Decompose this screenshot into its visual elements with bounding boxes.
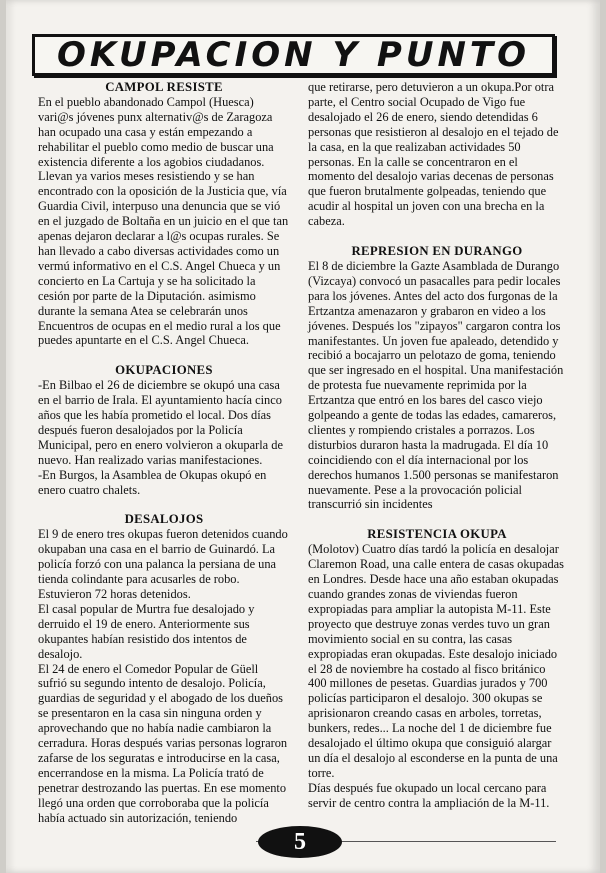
article-paragraph: En el pueblo abandonado Campol (Huesca) vari@s jóvenes punx alternativ@s de Zaragoza han ocupado una casa y están empezando a rehabilitar el pueblo como medio de buscar una existencia diferente a los agobios ciudadanos. Llevan ya varios meses resistiendo y se han encontrado con la oposición de la Justicia que, vía Guardia Civil, interpuso una denuncia que se vió en el juzgado de Boltaña en un juicio en el que tan apenas dejaron declarar a l@s ocupas rurales. Se han llevado a cabo diversas actividades como un vermú informativo en el C.S. Angel Chueca y un concierto en La Cartuja y se ha solicitado la cesión por parte de la Diputación. asimismo durante la semana Atea se celebrarán unos Encuentros de ocupas en el medio rural a los que puedes apuntarte en el C.S. Angel Chueca. xyxy=(38,94,289,348)
article-paragraph: Días después fue okupado un local cercano para servir de centro contra la ampliación de la M-11. xyxy=(308,780,550,810)
left-column xyxy=(38,80,290,826)
article-paragraph: -En Bilbao el 26 de diciembre se okupó una casa en el barrio de Irala. El ayuntamiento hacía cinco años que les había prometido el local. Dos días después fueron desalojados por la Policía Municipal, pero en enero volvieron a okuparla de nuevo. Han realizado varias manifestaciones. xyxy=(38,378,283,467)
page-title: OKUPACION Y PUNTO xyxy=(56,35,531,75)
page-sheet xyxy=(6,0,600,873)
page-number-badge xyxy=(258,826,342,858)
article-paragraph: El 8 de diciembre la Gazte Asamblada de Durango (Vizcaya) convocó un pasacalles para pedir locales para los jóvenes. Antes del acto dos furgonas de la Ertzantza amenazaron y grabaron en video a los jóvenes. Después los "zipayos" cargaron contra los manifestantes. Un joven fue apaleado, detendido y recibió a bocajarro un pelotazo de goma, teniendo que ser ingresado en el hospital. Una manifestación de protesta fue nuevamente reprimida por la Ertzantza que entró en los bares del casco viejo golpeando a gente de todas las edades, camareros, clientes y rompiendo cristales a porrazos. Los disturbios duraron hasta la madrugada. El día 10 coincidiendo con el día internacional por los derechos humanos 1.500 personas se manifestaron nuevamente. Pese a la provocación policial transcurrió sin incidentes xyxy=(308,258,564,512)
article-represion-durango xyxy=(308,244,566,512)
page-number: 5 xyxy=(294,828,306,855)
title-banner xyxy=(32,34,555,76)
article-heading: REPRESION EN DURANGO xyxy=(351,244,523,259)
article-okupaciones xyxy=(38,363,290,497)
article-paragraph: que retirarse, pero detuvieron a un okupa.Por otra parte, el Centro social Ocupado de Vigo fue desalojado el 26 de enero, siendo detendidas 6 personas que resistieron al desalojo en el tejado de la casa, en la que realizaban actividades 50 personas. En la calle se concentraron en el momento del desalojo varias decenas de personas que fueron brutalmente golpeadas, teniendo que acudir al hospital un joven con una brecha en la cabeza. xyxy=(308,80,559,229)
article-desalojos xyxy=(38,512,290,825)
article-paragraph: El 9 de enero tres okupas fueron detenidos cuando okupaban una casa en el barrio de Guinardó. La policía forzó con una palanca la persiana de una tienda colindante para acusarles de robo. Estuvieron 72 horas detenidos. xyxy=(38,527,288,601)
article-heading: CAMPOL RESISTE xyxy=(105,80,223,94)
article-heading: RESISTENCIA OKUPA xyxy=(367,527,507,542)
article-paragraph: El casal popular de Murtra fue desalojado y derruido el 19 de enero. Anteriormente sus okupantes habían resistido dos intentos de desalojo. xyxy=(38,601,255,661)
article-heading: OKUPACIONES xyxy=(115,363,213,378)
article-resistencia-okupa xyxy=(308,527,566,810)
article-desalojos-continued xyxy=(308,80,566,229)
article-campol-resiste xyxy=(38,80,290,348)
article-paragraph: -En Burgos, la Asamblea de Okupas okupó en enero cuatro chalets. xyxy=(38,467,267,497)
right-column xyxy=(308,80,566,811)
article-heading: DESALOJOS xyxy=(124,512,204,527)
article-paragraph: (Molotov) Cuatro días tardó la policía en desalojar Claremon Road, una calle entera de casas okupadas en Londres. Desde hace una año estaban okupadas cuando grandes zonas de viviendas fueron expropiadas para ampliar la autopista M-11. Este proyecto que destruye zonas verdes tuvo un gran movimiento social en su contra, las casas expropiadas eran okupadas. Este desalojo iniciado el 28 de noviembre ha costado al fisco británico 400 millones de pesetas. Guardias jurados y 700 policías participaron el desalojo. 300 okupas se aprisionaron creando casas en arboles, torretas, bunkers, redes... La noche del 1 de diciembre fue desalojado el último okupa que consiguió alargar un día el desalojo al esconderse en la punta de una torre. xyxy=(308,542,564,780)
article-paragraph: El 24 de enero el Comedor Popular de Güell sufrió su segundo intento de desalojo. Policía, guardias de seguridad y el abogado de los dueños se presentaron en la casa sin ninguna orden y aprovechando que no había nadie cambiaron la cerradura. Horas después varias personas lograron zafarse de los seguratas e introducirse en la casa, encerrandose en la misma. La Policía trató de penetrar destrozando las puertas. En ese momento llegó una orden que corroboraba que la policía había actuado sin autorización, teniendo xyxy=(38,661,288,825)
